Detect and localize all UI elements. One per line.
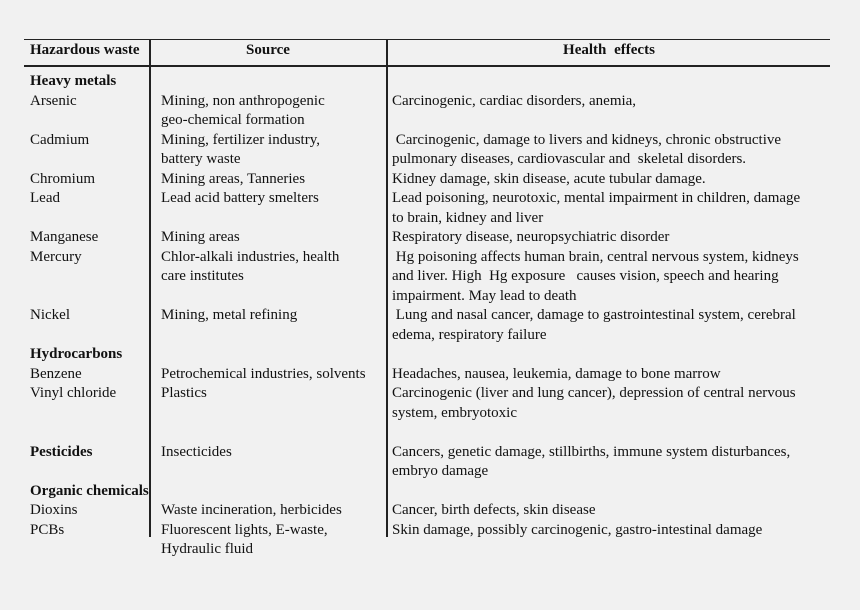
waste-name: Benzene bbox=[30, 365, 82, 382]
source-line: Mining, metal refining bbox=[161, 307, 298, 323]
health-effects-line: impairment. May lead to death bbox=[392, 287, 577, 304]
table-row bbox=[24, 521, 830, 560]
health-effects-cell bbox=[386, 521, 830, 541]
source-line: battery waste bbox=[161, 151, 241, 167]
health-effects-cell bbox=[386, 306, 830, 345]
source-line: Mining areas, Tanneries bbox=[161, 170, 306, 187]
health-effects-line: Respiratory disease, neuropsychiatric disorder bbox=[392, 229, 670, 245]
header-health-effects: Health effects bbox=[563, 42, 655, 58]
health-effects-line: edema, respiratory failure bbox=[392, 326, 547, 343]
category-label: Heavy metals bbox=[30, 73, 117, 89]
table-row bbox=[24, 189, 830, 228]
category-row bbox=[24, 443, 830, 482]
health-effects-cell bbox=[386, 170, 830, 190]
health-effects-line: Hg poisoning affects human brain, central nervous system, kidneys bbox=[392, 248, 799, 265]
category-label: Hydrocarbons bbox=[30, 346, 123, 362]
health-effects-cell bbox=[386, 384, 830, 423]
source-cell bbox=[149, 365, 386, 385]
waste-name: Arsenic bbox=[30, 92, 77, 109]
health-effects-line: embryo damage bbox=[392, 463, 489, 479]
source-cell bbox=[149, 248, 386, 287]
waste-name: Lead bbox=[30, 190, 60, 206]
source-cell bbox=[149, 92, 386, 131]
source-line: care institutes bbox=[161, 268, 244, 284]
source-cell bbox=[149, 228, 386, 248]
source-cell bbox=[149, 306, 386, 326]
health-effects-cell bbox=[386, 92, 830, 112]
waste-name: Vinyl chloride bbox=[30, 385, 117, 401]
health-effects-line: Kidney damage, skin disease, acute tubular damage. bbox=[392, 170, 706, 187]
source-line: Plastics bbox=[161, 385, 207, 401]
health-effects-cell bbox=[386, 189, 830, 228]
spacer-row bbox=[24, 423, 830, 443]
health-effects-line: Lead poisoning, neurotoxic, mental impairment in children, damage bbox=[392, 190, 801, 206]
source-line: Fluorescent lights, E-waste, bbox=[161, 521, 328, 538]
source-cell bbox=[149, 384, 386, 404]
source-line: Chlor-alkali industries, health bbox=[161, 248, 340, 265]
waste-name: Manganese bbox=[30, 229, 99, 245]
table-top-rule bbox=[24, 39, 830, 40]
health-effects-line: Skin damage, possibly carcinogenic, gastro-intestinal damage bbox=[392, 521, 763, 538]
health-effects-cell bbox=[386, 228, 830, 248]
source-line: Mining, non anthropogenic bbox=[161, 92, 325, 109]
source-line: Mining areas bbox=[161, 229, 240, 245]
category-row bbox=[24, 72, 830, 92]
waste-name: Chromium bbox=[30, 170, 96, 187]
category-row bbox=[24, 482, 830, 502]
table-row bbox=[24, 92, 830, 131]
source-line: geo-chemical formation bbox=[161, 112, 305, 128]
table-body bbox=[24, 72, 830, 560]
health-effects-line: to brain, kidney and liver bbox=[392, 209, 544, 226]
source-line: Waste incineration, herbicides bbox=[161, 502, 342, 518]
waste-name: Mercury bbox=[30, 248, 82, 265]
waste-name: Nickel bbox=[30, 307, 70, 323]
source-line: Lead acid battery smelters bbox=[161, 190, 319, 206]
waste-name: Dioxins bbox=[30, 502, 78, 518]
source-line: Petrochemical industries, solvents bbox=[161, 365, 366, 382]
health-effects-cell bbox=[386, 248, 830, 307]
header-hazardous-waste: Hazardous waste bbox=[30, 42, 140, 58]
header-source: Source bbox=[246, 42, 290, 58]
header-bottom-rule bbox=[24, 65, 830, 67]
health-effects-line: Carcinogenic, damage to livers and kidneys, chronic obstructive bbox=[392, 131, 782, 148]
table-row bbox=[24, 170, 830, 190]
table-row bbox=[24, 501, 830, 521]
table-row bbox=[24, 384, 830, 423]
source-line: Hydraulic fluid bbox=[161, 541, 254, 557]
category-label: Pesticides bbox=[30, 443, 93, 460]
source-cell bbox=[149, 170, 386, 190]
source-line: Insecticides bbox=[161, 443, 232, 460]
table-row bbox=[24, 365, 830, 385]
health-effects-line: and liver. High Hg exposure causes vision, speech and hearing bbox=[392, 268, 779, 284]
health-effects-cell bbox=[386, 443, 830, 482]
health-effects-line: pulmonary diseases, cardiovascular and skeletal disorders. bbox=[392, 151, 747, 167]
source-cell bbox=[149, 521, 386, 560]
health-effects-cell bbox=[386, 365, 830, 385]
health-effects-line: Carcinogenic (liver and lung cancer), depression of central nervous bbox=[392, 385, 796, 401]
health-effects-line: Carcinogenic, cardiac disorders, anemia, bbox=[392, 92, 637, 109]
table-row bbox=[24, 131, 830, 170]
health-effects-line: Cancer, birth defects, skin disease bbox=[392, 502, 596, 518]
table-row bbox=[24, 228, 830, 248]
source-cell bbox=[149, 443, 386, 463]
table-row bbox=[24, 306, 830, 345]
source-cell bbox=[149, 131, 386, 170]
source-line: Mining, fertilizer industry, bbox=[161, 131, 320, 148]
source-cell bbox=[149, 189, 386, 209]
health-effects-cell bbox=[386, 131, 830, 170]
health-effects-line: Cancers, genetic damage, stillbirths, immune system disturbances, bbox=[392, 443, 791, 460]
health-effects-line: Headaches, nausea, leukemia, damage to bone marrow bbox=[392, 365, 721, 382]
table-row bbox=[24, 248, 830, 307]
category-label: Organic chemicals bbox=[30, 482, 149, 499]
waste-name bbox=[24, 423, 149, 443]
category-row bbox=[24, 345, 830, 365]
waste-name: PCBs bbox=[30, 521, 65, 538]
health-effects-cell bbox=[386, 501, 830, 521]
health-effects-line: system, embryotoxic bbox=[392, 404, 517, 421]
source-cell bbox=[149, 501, 386, 521]
waste-name: Cadmium bbox=[30, 131, 90, 148]
health-effects-line: Lung and nasal cancer, damage to gastrointestinal system, cerebral bbox=[392, 307, 796, 323]
